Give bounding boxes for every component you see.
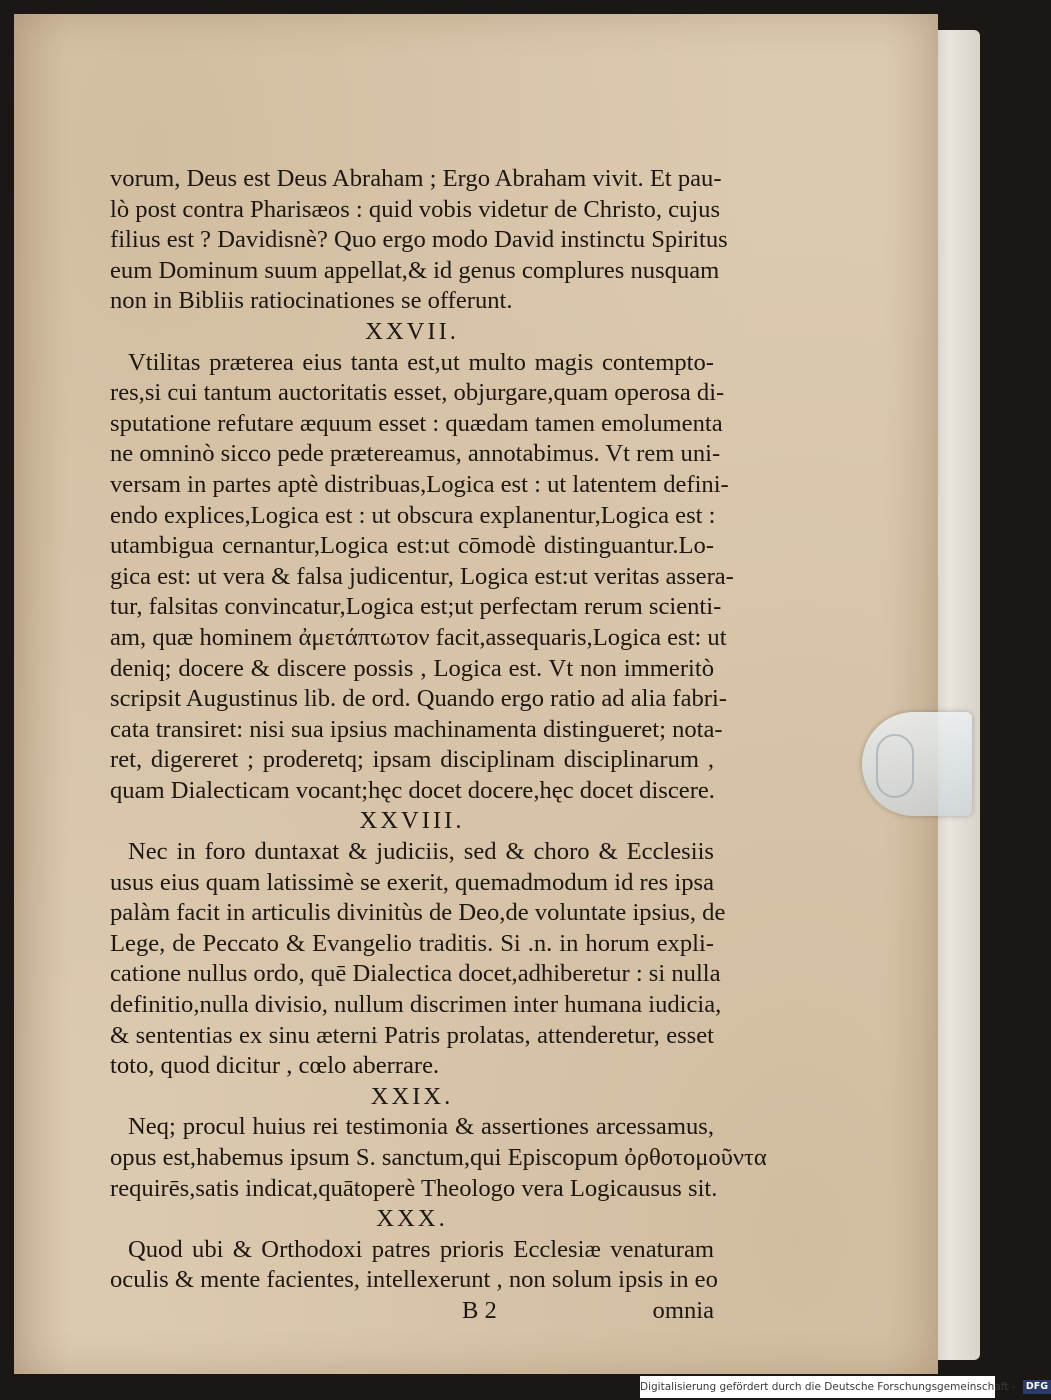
text-line: endo explices,Logica est : ut obscura explanentur,Logica est : <box>110 501 716 529</box>
section-heading: XXVII. <box>365 317 459 345</box>
text-line: & sententias ex sinu æterni Patris prolatas, attenderetur, esset <box>110 1021 714 1049</box>
page-text <box>110 164 767 1327</box>
text-line: non in Bibliis ratiocinationes se offerunt. <box>110 287 513 315</box>
section-paragraph <box>110 837 726 1082</box>
text-line: sputatione refutare æquum esset : quædam tamen emolumenta <box>110 409 723 437</box>
section-paragraph <box>110 1235 718 1296</box>
text-line: ret, digereret ; proderetq; ipsam disciplinam disciplinarum , <box>110 746 714 774</box>
text-line: Neq; procul huius rei testimonia & assertiones arcessamus, <box>128 1113 714 1141</box>
text-line: opus est,habemus ipsum S. sanctum,qui Episcopum ὀρθοτομοῦντα <box>110 1144 767 1171</box>
section-paragraph <box>110 348 734 807</box>
text-line: versam in partes aptè distribuas,Logica est : ut latentem defini- <box>110 470 729 498</box>
text-line: ne omninò sicco pede prætereamus, annotabimus. Vt rem uni- <box>110 440 721 468</box>
text-line: definitio,nulla divisio, nullum discrimen inter humana iudicia, <box>110 991 722 1019</box>
catchword: omnia <box>652 1296 714 1324</box>
footer-credit: Digitalisierung gefördert durch die Deutsche Forschungsgemeinschaft - <box>640 1381 1016 1393</box>
text-line: palàm facit in articulis divinitùs de Deo,de voluntate ipsius, de <box>110 899 726 927</box>
section-heading: XXX. <box>376 1205 448 1233</box>
section-heading: XXVIII. <box>359 807 465 835</box>
digitization-footer <box>640 1376 1049 1398</box>
text-line: Vtilitas præterea eius tanta est,ut multo magis contempto- <box>128 348 714 376</box>
section-heading: XXIX. <box>370 1082 454 1110</box>
dfg-logo: DFG <box>1023 1380 1051 1394</box>
text-line: vorum, Deus est Deus Abraham ; Ergo Abraham vivit. Et pau- <box>110 165 722 192</box>
text-line: cata transiret: nisi sua ipsius machinamenta distingueret; nota- <box>110 715 723 743</box>
text-line: filius est ? Davidisnè? Quo ergo modo David instinctu Spiritus <box>110 226 728 254</box>
text-line: Nec in foro duntaxat & judiciis, sed & choro & Ecclesiis <box>128 838 714 866</box>
text-line: catione nullus ordo, quē Dialectica docet,adhiberetur : si nulla <box>110 960 721 988</box>
page-clip <box>862 712 972 816</box>
text-line: deniq; docere & discere possis , Logica est. Vt non immeritò <box>110 654 714 682</box>
text-line: Lege, de Peccato & Evangelio traditis. Si .n. in horum expli- <box>110 929 714 957</box>
text-line: gica est: ut vera & falsa judicentur, Logica est:ut veritas assera- <box>110 562 734 590</box>
text-line: res,si cui tantum auctoritatis esset, objurgare,quam operosa di- <box>110 379 725 407</box>
text-line: utambigua cernantur,Logica est:ut cōmodè distinguantur.Lo- <box>110 532 714 560</box>
text-line: tur, falsitas convincatur,Logica est;ut perfectam rerum scienti- <box>110 593 722 621</box>
text-line: lò post contra Pharisæos : quid vobis videtur de Christo, cujus <box>110 195 721 223</box>
text-line: eum Dominum suum appellat,& id genus complures nusquam <box>110 256 720 284</box>
text-line: Quod ubi & Orthodoxi patres prioris Ecclesiæ venaturam <box>128 1235 714 1263</box>
text-line: am, quæ hominem ἀμετάπτωτον facit,assequaris,Logica est: ut <box>110 623 727 651</box>
text-line: toto, quod dicitur , cœlo aberrare. <box>110 1052 440 1080</box>
text-line: requirēs,satis indicat,quātoperè Theologo vera Logicausus sit. <box>110 1174 718 1202</box>
text-line: quam Dialecticam vocant;hęc docet docere,hęc docet discere. <box>110 776 715 804</box>
section-paragraph <box>110 1112 767 1204</box>
text-line: oculis & mente facientes, intellexerunt , non solum ipsis in eo <box>110 1266 718 1294</box>
page-signature-line <box>110 1296 714 1327</box>
text-line: usus eius quam latissimè se exerit, quemadmodum id res ipsa <box>110 868 714 896</box>
text-line: scripsit Augustinus lib. de ord. Quando ergo ratio ad alia fabri- <box>110 685 727 713</box>
opening-paragraph <box>110 164 728 317</box>
signature-mark: B 2 <box>462 1296 497 1324</box>
